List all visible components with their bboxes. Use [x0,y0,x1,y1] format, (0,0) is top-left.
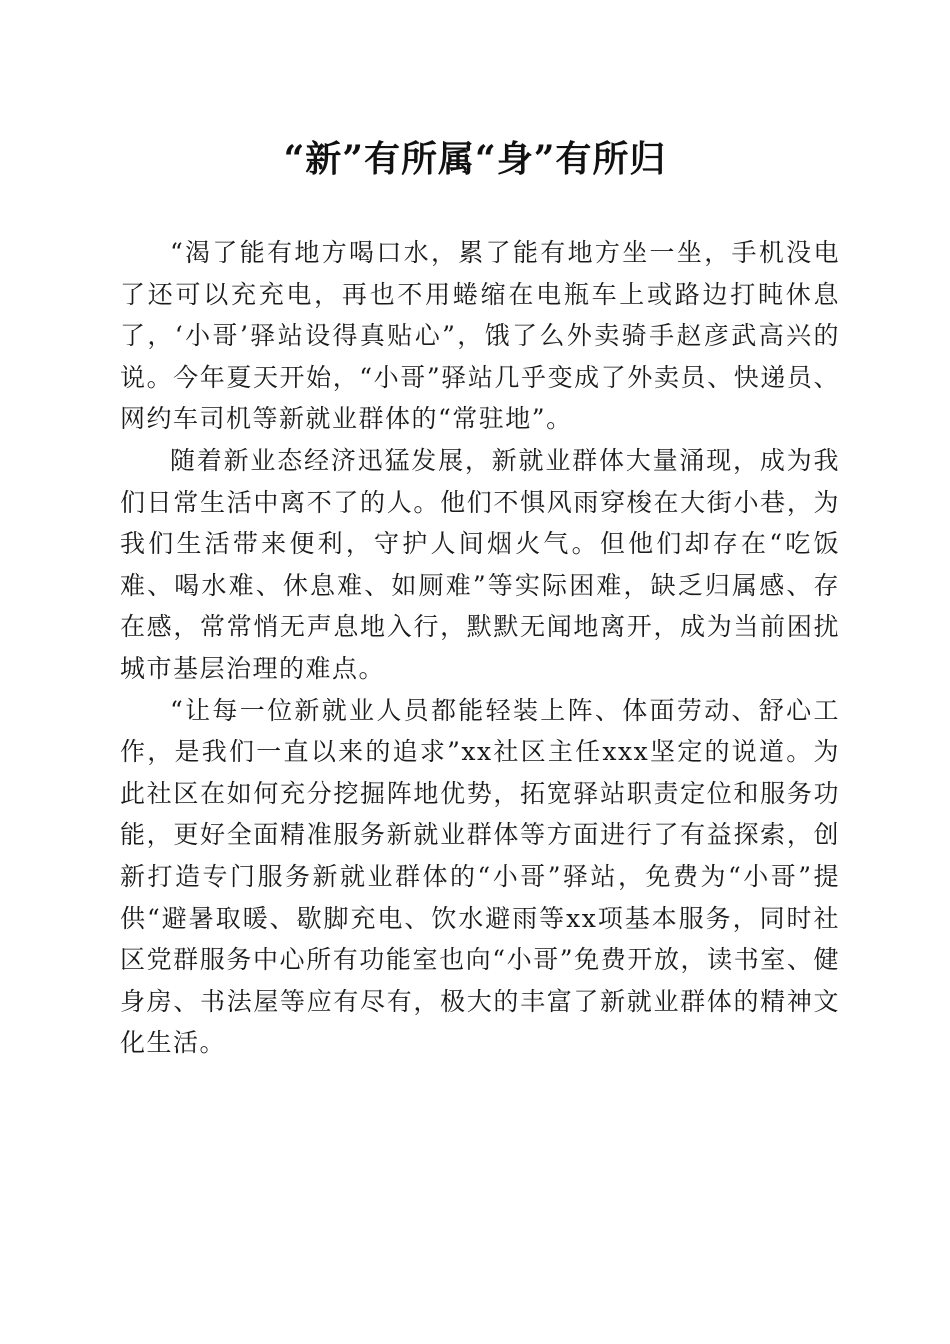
paragraph-1: “渴了能有地方喝口水，累了能有地方坐一坐，手机没电了还可以充充电，再也不用蜷缩在电瓶车上或路边打盹休息了，‘小哥’驿站设得真贴心”，饿了么外卖骑手赵彦武高兴的说。今年夏天开始，“小哥”驿站几乎变成了外卖员、快递员、网约车司机等新就业群体的“常驻地”。 [120,238,840,434]
paragraph-3: “让每一位新就业人员都能轻装上阵、体面劳动、舒心工作，是我们一直以来的追求”xx社区主任xxx坚定的说道。为此社区在如何充分挖掘阵地优势，拓宽驿站职责定位和服务功能，更好全面精准服务新就业群体等方面进行了有益探索，创新打造专门服务新就业群体的“小哥”驿站，免费为“小哥”提供“避暑取暖、歇脚充电、饮水避雨等xx项基本服务，同时社区党群服务中心所有功能室也向“小哥”免费开放，读书室、健身房、书法屋等应有尽有，极大的丰富了新就业群体的精神文化生活。 [120,695,840,1058]
document-body [120,232,840,1064]
document-title: “新”有所属“身”有所归 [283,138,667,180]
paragraph-2: 随着新业态经济迅猛发展，新就业群体大量涌现，成为我们日常生活中离不了的人。他们不惧风雨穿梭在大街小巷，为我们生活带来便利，守护人间烟火气。但他们却存在“吃饭难、喝水难、休息难、如厕难”等实际困难，缺乏归属感、存在感，常常悄无声息地入行，默默无闻地离开，成为当前困扰城市基层治理的难点。 [120,445,840,683]
